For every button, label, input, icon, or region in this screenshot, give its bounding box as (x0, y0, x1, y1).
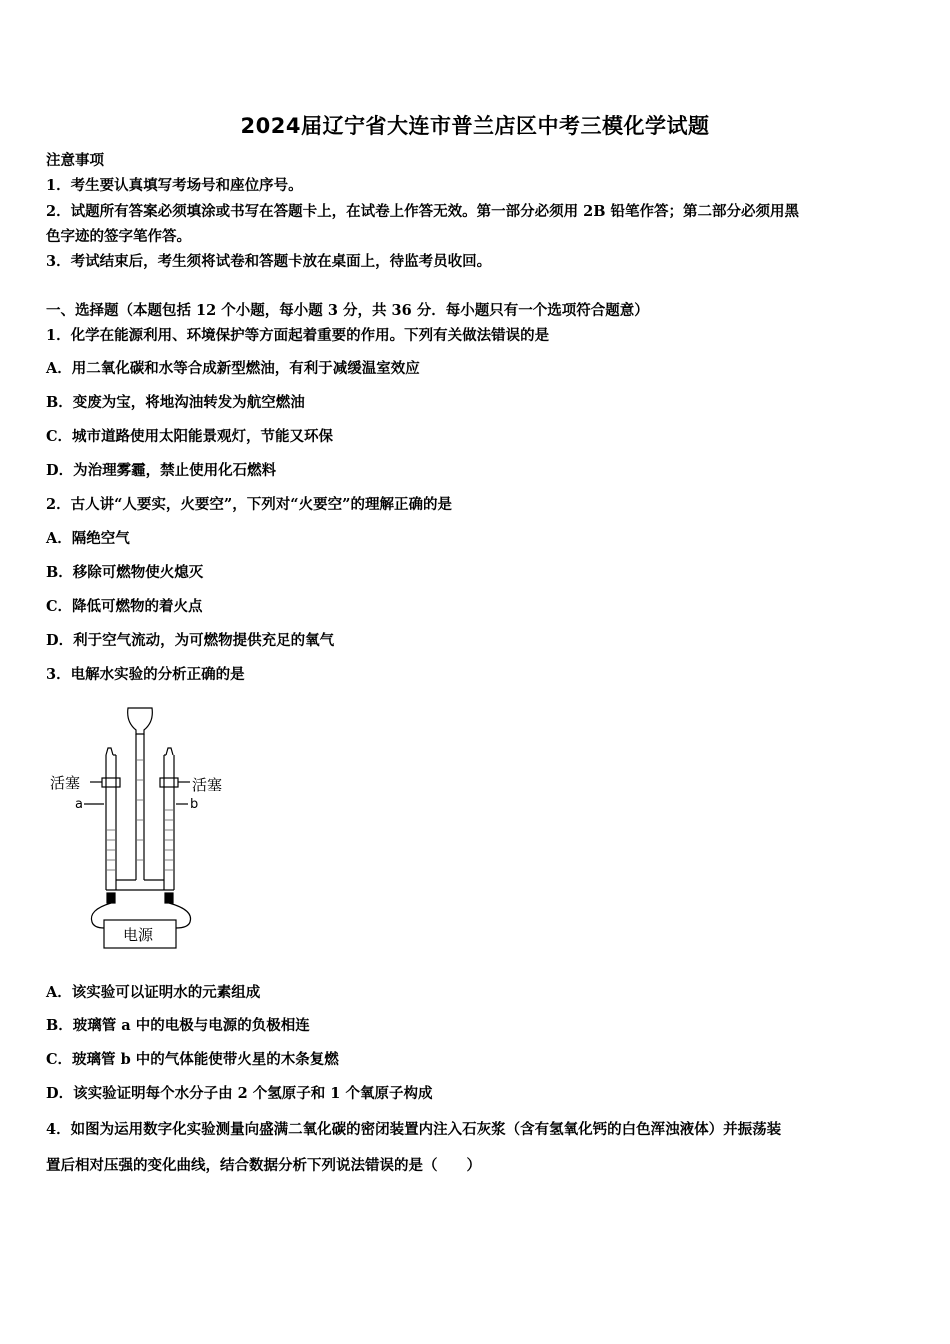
right-valve-label: 活塞 (192, 776, 223, 794)
question-3-option-b: B．玻璃管 a 中的电极与电源的负极相连 (46, 1017, 310, 1034)
right-valve (160, 778, 178, 787)
tube-a-label: a (75, 797, 83, 812)
electrolysis-diagram (48, 700, 248, 955)
page-title: 2024届辽宁省大连市普兰店区中考三模化学试题 (240, 114, 710, 138)
question-4-stem-line2: 置后相对压强的变化曲线，结合数据分析下列说法错误的是（ ） (46, 1157, 481, 1174)
question-3-option-d: D．该实验证明每个水分子由 2 个氢原子和 1 个氧原子构成 (46, 1085, 433, 1102)
question-2-option-c: C．降低可燃物的着火点 (46, 598, 203, 615)
power-label: 电源 (123, 926, 154, 944)
funnel-reservoir (128, 708, 153, 734)
notice-item: 色字迹的签字笔作答。 (46, 228, 191, 245)
notice-item: 1．考生要认真填写考场号和座位序号。 (46, 177, 303, 194)
question-1-option-c: C．城市道路使用太阳能景观灯，节能又环保 (46, 428, 334, 445)
question-3-option-c: C．玻璃管 b 中的气体能使带火星的木条复燃 (46, 1051, 339, 1068)
right-electrode (165, 893, 173, 903)
question-3-option-a: A．该实验可以证明水的元素组成 (46, 984, 261, 1001)
question-3-stem: 3．电解水实验的分析正确的是 (46, 666, 245, 683)
question-1-option-a: A．用二氧化碳和水等合成新型燃油，有利于减缓温室效应 (46, 360, 420, 377)
left-electrode (107, 893, 115, 903)
tube-b-label: b (190, 797, 199, 812)
left-valve-label: 活塞 (50, 774, 81, 792)
section-heading: 一、选择题（本题包括 12 个小题，每小题 3 分，共 36 分．每小题只有一个选项符合题意） (46, 302, 649, 319)
question-2-option-a: A．隔绝空气 (46, 530, 130, 547)
question-1-option-d: D．为治理雾霾，禁止使用化石燃料 (46, 462, 277, 479)
question-2-option-b: B．移除可燃物使火熄灭 (46, 564, 204, 581)
notice-item: 3．考试结束后，考生须将试卷和答题卡放在桌面上，待监考员收回。 (46, 253, 492, 270)
question-1-stem: 1．化学在能源利用、环境保护等方面起着重要的作用。下列有关做法错误的是 (46, 327, 550, 344)
question-1-option-b: B．变废为宝，将地沟油转发为航空燃油 (46, 394, 305, 411)
question-2-stem: 2．古人讲“人要实，火要空”，下列对“火要空”的理解正确的是 (46, 496, 452, 513)
notice-item: 2．试题所有答案必须填涂或书写在答题卡上，在试卷上作答无效。第一部分必须用 2B 铅笔作答；第二部分必须用黑 (46, 203, 800, 220)
question-4-stem-line1: 4．如图为运用数字化实验测量向盛满二氧化碳的密闭装置内注入石灰浆（含有氢氧化钙的白色浑浊液体）并振荡装 (46, 1121, 782, 1138)
left-valve (102, 778, 120, 787)
question-2-option-d: D．利于空气流动，为可燃物提供充足的氧气 (46, 632, 335, 649)
notice-heading: 注意事项 (46, 152, 104, 169)
